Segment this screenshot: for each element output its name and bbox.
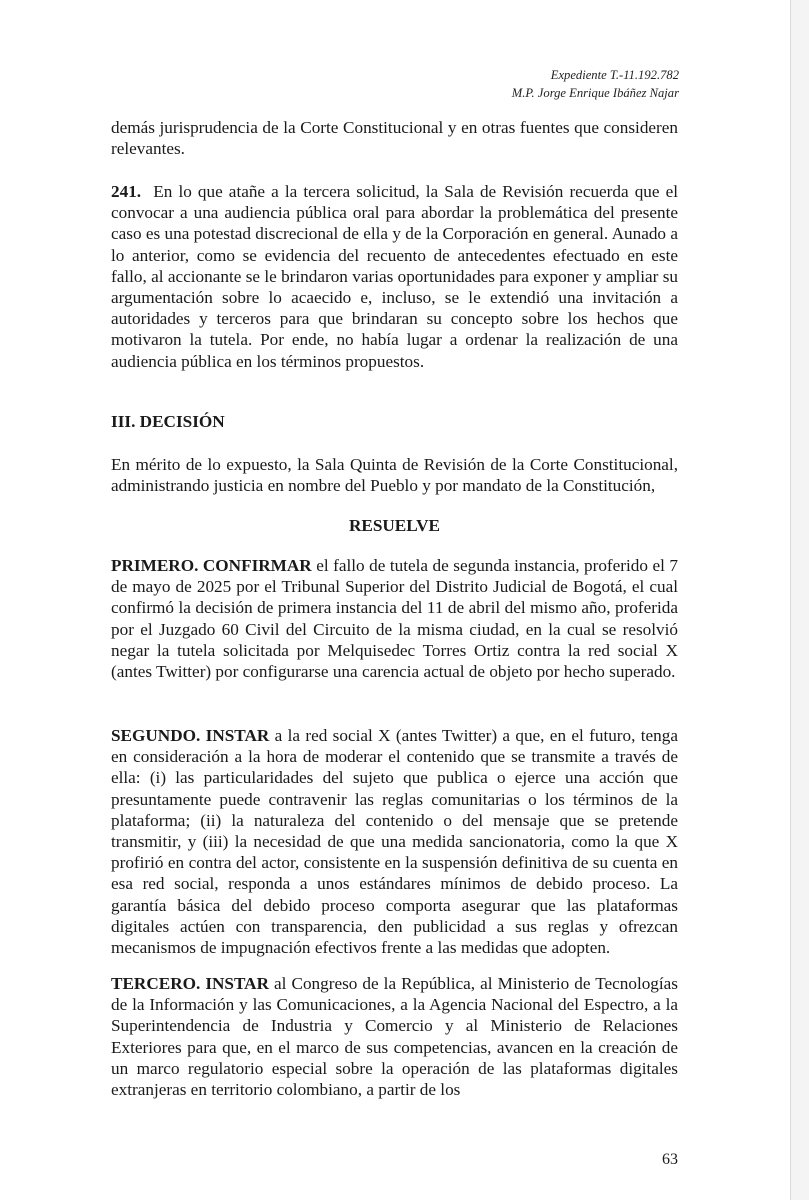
page-number: 63 bbox=[662, 1151, 678, 1168]
viewer-gutter bbox=[791, 0, 809, 1200]
paragraph-241 bbox=[111, 181, 678, 372]
paragraph-241-text: En lo que atañe a la tercera solicitud, la Sala de Revisión recuerda que el convocar a una audiencia pública oral para abordar la problemática del presente caso es una potestad discrecional de ella y de la Corporación en general. Aunado a lo anterior, como se evidencia del recuento de antecedentes efectuado en este fallo, al accionante se le brindaron varias oportunidades para exponer y ampliar su argumentación sobre lo acaecido e, incluso, se le extendió una invitación a autoridades y terceros para que brindaran su concepto sobre los hechos que motivaron la tutela. Por ende, no había lugar a ordenar la realización de una audiencia pública en los términos propuestos. bbox=[111, 182, 679, 371]
tercero-label: TERCERO. INSTAR bbox=[111, 974, 270, 993]
magistrate-name: M.P. Jorge Enrique Ibáñez Najar bbox=[511, 86, 679, 100]
primero-text: el fallo de tutela de segunda instancia, proferido el 7 de mayo de 2025 por el Tribunal Superior del Distrito Judicial de Bogotá, el cual confirmó la decisión de primera instancia del 11 de abril del mismo año, proferida por el Juzgado 60 Civil del Circuito de la misma ciudad, en la cual se resolvió negar la tutela solicitada por Melquisedec Torres Ortiz contra la red social X (antes Twitter) por configurarse una carencia actual de objeto por hecho superado. bbox=[111, 556, 678, 682]
primero-label: PRIMERO. CONFIRMAR bbox=[111, 556, 312, 575]
paragraph-primero bbox=[111, 555, 678, 682]
page-header bbox=[512, 66, 679, 102]
paragraph-merito: En mérito de lo expuesto, la Sala Quinta de Revisión de la Corte Constitucional, administrando justicia en nombre del Pueblo y por mandato de la Constitución, bbox=[111, 455, 678, 496]
paragraph-segundo bbox=[111, 725, 678, 958]
case-number: Expediente T.-11.192.782 bbox=[550, 68, 679, 82]
paragraph-continuation: demás jurisprudencia de la Corte Constitucional y en otras fuentes que consideren relevantes. bbox=[111, 118, 678, 159]
paragraph-241-number: 241. bbox=[111, 182, 142, 201]
segundo-label: SEGUNDO. INSTAR bbox=[111, 726, 270, 745]
section-heading-decision: III. DECISIÓN bbox=[111, 412, 225, 431]
resuelve-heading: RESUELVE bbox=[348, 516, 441, 535]
segundo-text: a la red social X (antes Twitter) a que, en el futuro, tenga en consideración a la hora de moderar el contenido que se transmite a través de ella: (i) las particularidades del sujeto que publica o ejerce una acción que presuntamente puede contravenir las reglas comunitarias o los términos de la plataforma; (ii) la naturaleza del contenido o del mensaje que se pretende transmitir, y (iii) la necesidad de que una medida sancionatoria, como la que X profirió en contra del actor, consistente en la suspensión definitiva de su cuenta en esa red social, responda a unos estándares mínimos de debido proceso. La garantía básica del debido proceso comporta asegurar que las plataformas digitales actúen con transparencia, den publicidad a sus reglas y ofrezcan mecanismos de impugnación efectivos frente a las medidas que adopten. bbox=[111, 726, 678, 958]
paragraph-tercero bbox=[111, 973, 678, 1100]
tercero-text: al Congreso de la República, al Ministerio de Tecnologías de la Información y las Comunicaciones, a la Agencia Nacional del Espectro, a la Superintendencia de Industria y Comercio y al Ministerio de Relaciones Exteriores para que, en el marco de sus competencias, avancen en la creación de un marco regulatorio especial sobre la operación de las plataformas digitales extranjeras en territorio colombiano, a partir de los bbox=[111, 974, 678, 1100]
